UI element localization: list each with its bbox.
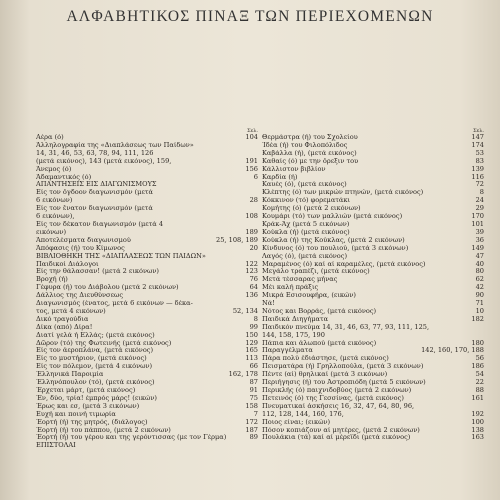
entry-title: Παραγγέλματα bbox=[262, 347, 313, 355]
entry-title: 112, 128, 144, 160, 176, bbox=[262, 410, 344, 418]
index-entry bbox=[262, 213, 484, 221]
entry-page: 71 bbox=[475, 299, 484, 308]
entry-page: 162, 178 bbox=[228, 370, 258, 379]
entry-title: Άδαμαντικός (ό) bbox=[36, 173, 92, 181]
entry-title: Είς τον πόλεμον, (μετά 4 εικόνων) bbox=[36, 363, 153, 371]
entry-page: 56 bbox=[475, 354, 484, 363]
entry-page: 139 bbox=[471, 164, 484, 173]
entry-page: 83 bbox=[475, 156, 484, 165]
index-entry bbox=[36, 276, 258, 284]
entry-title: Πόσον κοπιάζουν αί μητέρες, (μετά 2 εικόνων) bbox=[262, 426, 420, 434]
entry-page: 87 bbox=[249, 378, 258, 387]
entry-title: Καβάλλα (ή), (μετά εικόνος) bbox=[262, 149, 357, 157]
entry-page: 100 bbox=[471, 417, 484, 426]
entry-title: 6 εικόνων) bbox=[36, 197, 73, 205]
index-entry bbox=[262, 371, 484, 379]
entry-title: Δικό τραγούδια bbox=[36, 315, 89, 323]
entry-page: 163 bbox=[471, 433, 484, 442]
entry-page: 122 bbox=[245, 259, 258, 268]
index-entry bbox=[36, 142, 258, 150]
entry-page bbox=[255, 181, 258, 189]
index-entry bbox=[262, 142, 484, 150]
entry-title: Ίδέα (ή) του Φιλοπόλιδος bbox=[262, 141, 348, 149]
entry-page: 22 bbox=[475, 378, 484, 387]
page-number-header: Σελ. bbox=[247, 128, 258, 134]
entry-title: Κλέπτης (ό) των μικρών πτηνών, (μετά εικόνος) bbox=[262, 189, 424, 197]
entry-page: 91 bbox=[249, 386, 258, 394]
entry-page: 20 bbox=[249, 243, 258, 252]
entry-page: 182 bbox=[471, 314, 484, 323]
entry-title: Είς τον δέκατον διαγωνισμόν (μετά 4 bbox=[36, 220, 164, 228]
entry-title: Καρδία (ή) bbox=[262, 173, 298, 181]
entry-page: 66 bbox=[249, 362, 258, 371]
index-entry bbox=[262, 205, 484, 213]
entry-title: Δάλλιος της Διευθύνσεως bbox=[36, 292, 124, 300]
index-entry bbox=[36, 134, 258, 142]
index-entry bbox=[36, 292, 258, 300]
index-entry bbox=[262, 181, 484, 189]
index-entry bbox=[36, 189, 258, 197]
entry-page: 28 bbox=[249, 196, 258, 205]
entry-title: Άλληλογραφία της «Διαπλάσεως των Παίδων» bbox=[36, 141, 194, 149]
entry-page: 189 bbox=[245, 227, 258, 236]
index-entry bbox=[36, 316, 258, 324]
entry-title: Πνευματικαί ἀσκήσεις 16, 32, 47, 64, 80, 96, bbox=[262, 402, 415, 410]
entry-title: εικόνων) bbox=[36, 228, 67, 236]
index-entry bbox=[36, 237, 258, 245]
index-entry bbox=[262, 316, 484, 324]
entry-page: 40 bbox=[475, 259, 484, 268]
entry-title: Μέι καλή πράξις bbox=[262, 284, 319, 292]
entry-page: 47 bbox=[475, 251, 484, 260]
entry-title: 144, 158, 175, 190 bbox=[262, 331, 325, 339]
entry-page: 187 bbox=[245, 425, 258, 434]
index-entry bbox=[36, 347, 258, 355]
index-entry bbox=[262, 347, 484, 355]
entry-title: Ευχή και ποινή τιμωρία bbox=[36, 410, 116, 418]
index-entry bbox=[36, 253, 258, 261]
entry-title: Νότος και Βορράς, (μετά εικόνος) bbox=[262, 307, 377, 315]
entry-title: Έρχεται μάρτ, (μετά εικόνος) bbox=[36, 387, 136, 394]
index-column-right bbox=[262, 128, 484, 442]
entry-page: 88 bbox=[475, 386, 484, 394]
entry-page: 138 bbox=[471, 425, 484, 434]
entry-page: 53 bbox=[475, 148, 484, 157]
entry-page bbox=[255, 442, 258, 450]
entry-page: 8 bbox=[253, 314, 258, 323]
index-entry bbox=[36, 379, 258, 387]
entry-page: 42 bbox=[475, 283, 484, 292]
index-entry bbox=[36, 205, 258, 213]
entry-title: 6 εικόνων), bbox=[36, 213, 75, 221]
entry-title: Κουμάρι (τό) των μαλλιών (μετά εικόνος) bbox=[262, 213, 403, 221]
index-entry bbox=[36, 300, 258, 308]
entry-title: Βροχή (ή) bbox=[36, 276, 68, 284]
entry-title: Είς τον ἔνατον διαγωνισμόν (μετά bbox=[36, 205, 153, 213]
index-entry bbox=[36, 166, 258, 174]
entry-page bbox=[481, 324, 484, 332]
entry-page: 174 bbox=[471, 140, 484, 149]
index-entry bbox=[262, 427, 484, 435]
index-entry bbox=[36, 308, 258, 316]
entry-page: 8 bbox=[479, 188, 484, 197]
index-entry bbox=[262, 411, 484, 419]
index-entry bbox=[36, 213, 258, 221]
entry-page: 150 bbox=[245, 330, 258, 339]
entry-title: Περιήγησις (ή) του Ἀστροπιόδη (μετά 5 εικόνων) bbox=[262, 379, 426, 387]
entry-page: 123 bbox=[245, 267, 258, 276]
index-entry bbox=[36, 174, 258, 182]
index-entry bbox=[262, 324, 484, 332]
index-entry bbox=[36, 355, 258, 363]
entry-title: Περικλής (ό) παιχνιδοβύος (μετά 2 εικόνων) bbox=[262, 387, 412, 394]
entry-title: Αέρα (ό) bbox=[36, 134, 64, 141]
entry-title: Είς τον ἀεροπλάνα, (μετά εικόνος) bbox=[36, 347, 154, 355]
index-entry bbox=[36, 363, 258, 371]
entry-page: 172 bbox=[245, 417, 258, 426]
index-entry bbox=[36, 442, 258, 450]
index-entry bbox=[262, 379, 484, 387]
entry-title: Παιδικοί Διάλογοι bbox=[36, 260, 99, 268]
entry-page: 149 bbox=[471, 243, 484, 252]
entry-page: 10 bbox=[475, 306, 484, 315]
index-entry bbox=[36, 197, 258, 205]
entry-title: Είς τον ὄγδοον διαγωνισμόν (μετά bbox=[36, 189, 153, 197]
entry-title: Κάλλιστον βιβλίον bbox=[262, 165, 326, 173]
index-entry bbox=[36, 332, 258, 340]
entry-title: Κίνδυνος (ό) του πουλιού, (μετά 3 εικόνων) bbox=[262, 244, 409, 252]
entry-title: Έν, δύο, τρία! έμπρός μάρς! (εικών) bbox=[36, 394, 157, 402]
entry-title: ΒΙΒΛΙΟΘΗΚΗ ΤΗΣ «ΔΙΑΠΛΑΣΕΩΣ ΤΩΝ ΠΑΙΔΩΝ» bbox=[36, 252, 206, 260]
index-entry bbox=[36, 427, 258, 435]
entry-title: Μετά τέσσαρας μήνας bbox=[262, 276, 338, 284]
entry-title: Άπόφασις (ή) του Κίμωνος bbox=[36, 244, 125, 252]
entry-page bbox=[255, 142, 258, 150]
entry-page: 6 bbox=[253, 172, 258, 181]
entry-title: Διατί γελά ή Ελλάς; (μετά εικόνος) bbox=[36, 331, 155, 339]
entry-title: Ποιος είναι; (εικών) bbox=[262, 418, 331, 426]
index-entry bbox=[262, 292, 484, 300]
entry-page: 158 bbox=[245, 401, 258, 410]
entry-title: Μαραμένος (ό) καί αί καραμέλες, (μετά εικόνος) bbox=[262, 260, 426, 268]
index-entry bbox=[262, 150, 484, 158]
index-entry bbox=[36, 261, 258, 269]
entry-page: 62 bbox=[475, 275, 484, 284]
entry-page: 113 bbox=[245, 354, 258, 363]
entry-title: Νά! bbox=[262, 300, 275, 308]
entry-page: 108 bbox=[245, 212, 258, 221]
entry-page: 72 bbox=[475, 180, 484, 189]
index-entry bbox=[36, 395, 258, 403]
index-entry bbox=[262, 308, 484, 316]
index-entry bbox=[36, 221, 258, 229]
index-entry bbox=[262, 387, 484, 395]
index-entry bbox=[262, 403, 484, 411]
entry-title: Μεγάλο τραπέζι, (μετά εικόνος) bbox=[262, 268, 370, 276]
entry-title: Πέντε (αί) θρηλικαί (μετά 3 εικόνων) bbox=[262, 371, 388, 379]
entry-page: 170 bbox=[471, 212, 484, 221]
entry-page: 101 bbox=[471, 219, 484, 228]
page-title: ΑΛΦΑΒΗΤΙΚΟΣ ΠΙΝΑΞ ΤΩΝ ΠΕΡΙΕΧΟΜΕΝΩΝ bbox=[66, 8, 434, 25]
index-entry bbox=[36, 403, 258, 411]
index-list-right bbox=[262, 134, 484, 442]
entry-title: Διαγωνισμός (ένατος, μετά 6 εικόνων — δέκα- bbox=[36, 300, 193, 308]
index-entry bbox=[262, 221, 484, 229]
index-entry bbox=[36, 340, 258, 348]
entry-title: 14, 31, 46, 53, 63, 78, 94, 111, 126 bbox=[36, 149, 154, 157]
entry-title: Δῶρον (τό) της Φωτεινής (μετά εικόνος) bbox=[36, 339, 172, 347]
index-entry bbox=[36, 411, 258, 419]
index-entry bbox=[36, 434, 258, 442]
entry-title: ΕΠΙΣΤΟΛΑΙ bbox=[36, 442, 76, 450]
entry-title: Άποτελέσματα διαγωνισμού bbox=[36, 236, 131, 244]
index-entry bbox=[262, 229, 484, 237]
index-entry bbox=[262, 419, 484, 427]
entry-title: Κούκλα (ή) της Κούκλας, (μετά 2 εικόνων) bbox=[262, 236, 405, 244]
entry-title: Μικρά Εσισουφήρα, (εικών) bbox=[262, 292, 357, 300]
index-entry bbox=[36, 371, 258, 379]
index-entry bbox=[36, 245, 258, 253]
index-entry bbox=[262, 253, 484, 261]
index-entry bbox=[36, 419, 258, 427]
entry-page: 147 bbox=[471, 133, 484, 141]
index-column-left bbox=[36, 128, 258, 450]
entry-title: Έορτή (ή) της μητρός, (διάλογος) bbox=[36, 418, 148, 426]
index-entry bbox=[262, 174, 484, 182]
entry-page: 25, 108, 189 bbox=[216, 235, 258, 244]
index-entry bbox=[262, 237, 484, 245]
entry-page: 54 bbox=[475, 370, 484, 379]
index-entry bbox=[262, 134, 484, 142]
entry-page: 165 bbox=[245, 346, 258, 355]
entry-title: Κόκκινον (τό) φορεματάκι bbox=[262, 197, 351, 205]
entry-title: Κομήτης (ό) (μετά 2 εικόνων) bbox=[262, 205, 361, 213]
entry-title: Είς το μυστήριον, (μετά εικόνος) bbox=[36, 355, 147, 363]
entry-title: Κράκ-Άχ (μετά 5 εικόνων) bbox=[262, 220, 350, 228]
index-entry bbox=[36, 324, 258, 332]
entry-title: Άνεμος (ό) bbox=[36, 165, 72, 173]
index-entry bbox=[262, 261, 484, 269]
entry-page: 64 bbox=[249, 283, 258, 292]
entry-page: 104 bbox=[245, 133, 258, 141]
index-entry bbox=[262, 300, 484, 308]
entry-title: Λαγός (ό), (μετά εικόνος) bbox=[262, 252, 348, 260]
index-entry bbox=[36, 284, 258, 292]
index-entry bbox=[262, 189, 484, 197]
entry-title: Γέφυρα (ή) του Διάβολου (μετά 2 εικόνων) bbox=[36, 284, 179, 292]
entry-title: Έλληνικά Παροιμία bbox=[36, 371, 104, 379]
index-entry bbox=[262, 276, 484, 284]
index-entry bbox=[36, 158, 258, 166]
entry-title: Έορτή (ή) του γέρου και της γερόντισσας (με τον Γέρμα) bbox=[36, 434, 227, 442]
index-entry bbox=[36, 150, 258, 158]
index-entry bbox=[36, 181, 258, 189]
entry-title: Δίκα (από) Δίρα! bbox=[36, 323, 93, 331]
entry-page: 116 bbox=[471, 172, 484, 181]
entry-page: 129 bbox=[245, 338, 258, 347]
entry-page: 75 bbox=[249, 393, 258, 402]
index-entry bbox=[262, 268, 484, 276]
index-list-left bbox=[36, 134, 258, 450]
entry-title: Έορτή (ή) του πάππου, (μετά 2 εικόνων) bbox=[36, 426, 171, 434]
entry-title: Πάρα πολύ ἐδιάστησε, (μετά εικόνος) bbox=[262, 355, 389, 363]
entry-title: Είς την θάλασσαν! (μετά 2 εικόνων) bbox=[36, 268, 159, 276]
entry-page: 192 bbox=[471, 409, 484, 418]
entry-page: 99 bbox=[249, 322, 258, 331]
entry-page: 80 bbox=[475, 267, 484, 276]
entry-title: Θερμάστρα (ή) του Σχολείου bbox=[262, 134, 358, 141]
entry-page: 36 bbox=[475, 235, 484, 244]
entry-title: Πετεινός (ό) της Γεσσίνας, (μετά εικόνος) bbox=[262, 394, 404, 402]
entry-page: 142, 160, 170, 188 bbox=[421, 346, 484, 355]
index-entry bbox=[262, 197, 484, 205]
entry-title: Καθαίς (ό) με την ὄρεξιν του bbox=[262, 157, 359, 165]
entry-title: τος, μετά 4 εικόνων) bbox=[36, 307, 106, 315]
entry-title: Καυές (ό), (μετά εικόνος) bbox=[262, 181, 347, 189]
index-entry bbox=[262, 355, 484, 363]
index-entry bbox=[262, 284, 484, 292]
entry-page: 90 bbox=[475, 291, 484, 300]
index-entry bbox=[262, 158, 484, 166]
index-entry bbox=[262, 245, 484, 253]
entry-title: Έλληνόπουλον (τό), (μετά εικόνος) bbox=[36, 379, 155, 387]
index-entry bbox=[262, 395, 484, 403]
entry-title: Έρως και εσ, (μετά 3 εικόνων) bbox=[36, 402, 140, 410]
entry-page: 156 bbox=[245, 164, 258, 173]
entry-page: 24 bbox=[475, 196, 484, 205]
entry-title: Πεισματάρα (ή) Γρηλλοπούλα, (μετά 3 εικόνων) bbox=[262, 363, 424, 371]
page-number-header: Σελ. bbox=[473, 128, 484, 134]
entry-title: Παιδικόν πνεύμα 14, 31, 46, 63, 77, 93, 111, 125, bbox=[262, 323, 430, 331]
entry-title: Πουλάκια (τά) καί αί μέρεϊδι (μετά εικόνος) bbox=[262, 434, 411, 442]
entry-page: 180 bbox=[471, 338, 484, 347]
entry-page: 191 bbox=[245, 156, 258, 165]
entry-page: 186 bbox=[471, 362, 484, 371]
entry-page: 29 bbox=[475, 204, 484, 213]
entry-page: 136 bbox=[245, 291, 258, 300]
index-entry bbox=[262, 332, 484, 340]
index-entry bbox=[262, 434, 484, 442]
entry-page: 89 bbox=[249, 433, 258, 442]
entry-page: 52, 134 bbox=[232, 306, 258, 315]
index-entry bbox=[36, 387, 258, 395]
entry-title: Παιδικά Διηγήματα bbox=[262, 315, 329, 323]
index-entry bbox=[262, 166, 484, 174]
entry-title: Πάπια και ἀλωπού (μετά εικόνος) bbox=[262, 339, 377, 347]
entry-title: ΑΠΑΝΤΗΣΕΙΣ ΕΙΣ ΔΙΑΓΩΝΙΣΜΟΥΣ bbox=[36, 181, 157, 189]
entry-page: 7 bbox=[253, 409, 258, 418]
entry-page: 76 bbox=[249, 275, 258, 284]
entry-title: Κούκλα (ή) (μετά εικόνος) bbox=[262, 228, 350, 236]
entry-page: 39 bbox=[475, 227, 484, 236]
index-entry bbox=[36, 268, 258, 276]
entry-title: (μετά εικόνος), 143 (μετά εικόνος), 159, bbox=[36, 157, 172, 165]
entry-page: 161 bbox=[471, 393, 484, 402]
index-entry bbox=[262, 363, 484, 371]
